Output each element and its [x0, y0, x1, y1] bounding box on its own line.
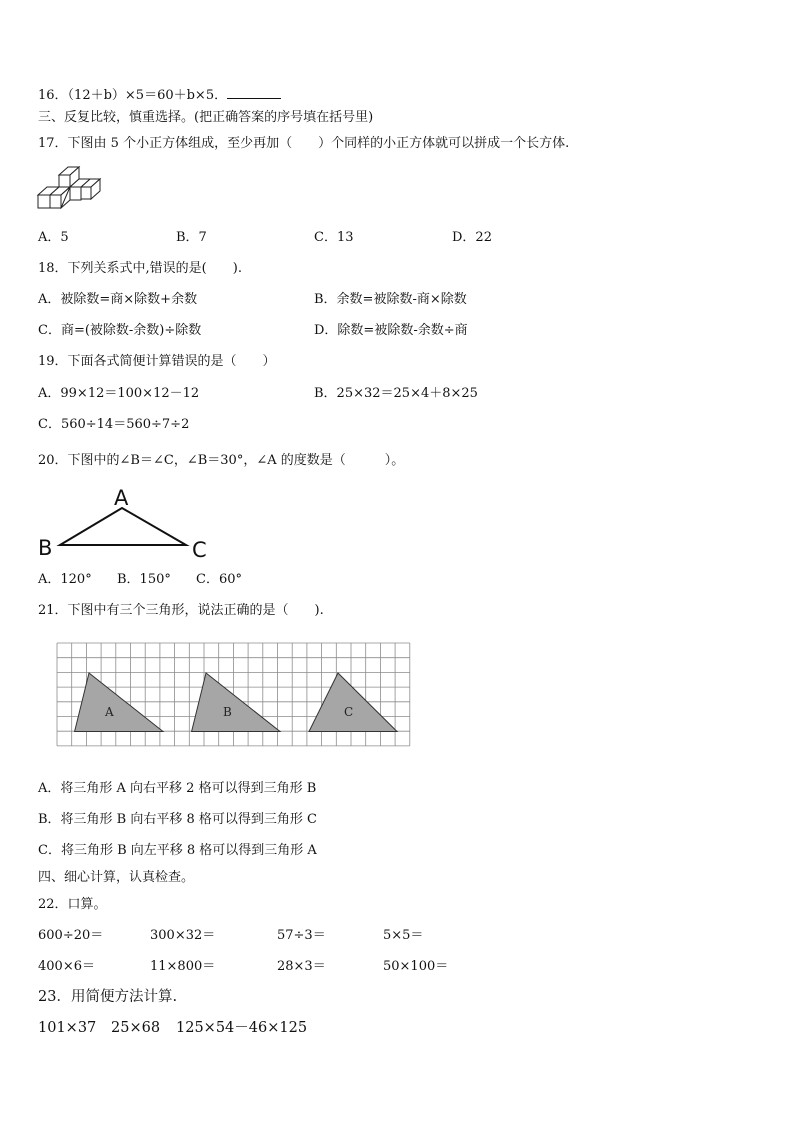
q17-option-b[interactable]: B．7 [176, 230, 207, 245]
q18-option-d[interactable]: D．除数=被除数-余数÷商 [314, 323, 468, 338]
q22-item: 28×3＝ [277, 959, 326, 974]
q18-option-b[interactable]: B．余数=被除数-商×除数 [314, 292, 467, 307]
vertex-c-label: C [192, 538, 207, 562]
triangle-a [75, 673, 163, 732]
triangle-abc-figure [36, 485, 216, 560]
q21-option-b[interactable]: B．将三角形 B 向右平移 8 格可以得到三角形 C [38, 812, 317, 827]
q20-option-a[interactable]: A．120° [38, 572, 92, 587]
q16-answer-blank[interactable] [227, 86, 281, 99]
triangle-abc [60, 508, 186, 545]
q21-option-c[interactable]: C．将三角形 B 向左平移 8 格可以得到三角形 A [38, 843, 317, 858]
vertex-b-label: B [38, 536, 53, 560]
q22-item: 300×32＝ [150, 928, 216, 943]
q23-item: 125×54－46×125 [176, 1020, 308, 1036]
q17-option-a[interactable]: A．5 [38, 230, 69, 245]
q19-option-a[interactable]: A．99×12＝100×12－12 [38, 386, 200, 401]
translation-grid-figure [57, 643, 413, 749]
triangle-a-label: A [105, 705, 114, 719]
section-3-heading: 三、反复比较，慎重选择。(把正确答案的序号填在括号里) [38, 110, 374, 125]
triangle-c [309, 673, 397, 732]
q23-item: 101×37 [38, 1020, 97, 1036]
q22-item: 600÷20＝ [38, 928, 104, 943]
q19-option-b[interactable]: B．25×32＝25×4＋8×25 [314, 386, 478, 401]
q23-question: 23．用简便方法计算. [38, 989, 178, 1005]
q22-item: 400×6＝ [38, 959, 95, 974]
q21-question: 21．下图中有三个三角形，说法正确的是（ ). [38, 603, 324, 618]
q19-question: 19．下面各式简便计算错误的是（ ） [38, 354, 276, 369]
q22-item: 11×800＝ [150, 959, 216, 974]
q22-item: 50×100＝ [383, 959, 449, 974]
q18-option-a[interactable]: A．被除数=商×除数+余数 [38, 292, 198, 307]
q19-option-c[interactable]: C．560÷14＝560÷7÷2 [38, 417, 190, 432]
q18-option-c[interactable]: C．商=(被除数-余数)÷除数 [38, 323, 202, 338]
cube-figure [36, 163, 100, 215]
triangle-b [192, 673, 280, 732]
q22-item: 57÷3＝ [277, 928, 326, 943]
q17-question: 17．下图由 5 个小正方体组成，至少再加（ ）个同样的小正方体就可以拼成一个长方体. [38, 136, 570, 151]
q22-item: 5×5＝ [383, 928, 424, 943]
q16-text: 16．（12＋b）×5＝60＋b×5． [38, 88, 228, 103]
section-4-heading: 四、细心计算，认真检查。 [38, 870, 195, 885]
q20-question: 20．下图中的∠B＝∠C，∠B＝30°，∠A 的度数是（ ）。 [38, 453, 405, 468]
triangle-b-label: B [223, 705, 232, 719]
q16 [38, 86, 281, 104]
q22-question: 22．口算。 [38, 897, 107, 912]
q17-option-d[interactable]: D．22 [452, 230, 492, 245]
q21-option-a[interactable]: A．将三角形 A 向右平移 2 格可以得到三角形 B [38, 781, 317, 796]
q20-option-c[interactable]: C．60° [196, 572, 242, 587]
triangle-c-label: C [344, 705, 354, 719]
q18-question: 18．下列关系式中,错误的是( ). [38, 261, 242, 276]
vertex-a-label: A [114, 486, 129, 510]
q23-item: 25×68 [111, 1020, 161, 1036]
q20-option-b[interactable]: B．150° [117, 572, 171, 587]
q17-option-c[interactable]: C．13 [314, 230, 354, 245]
